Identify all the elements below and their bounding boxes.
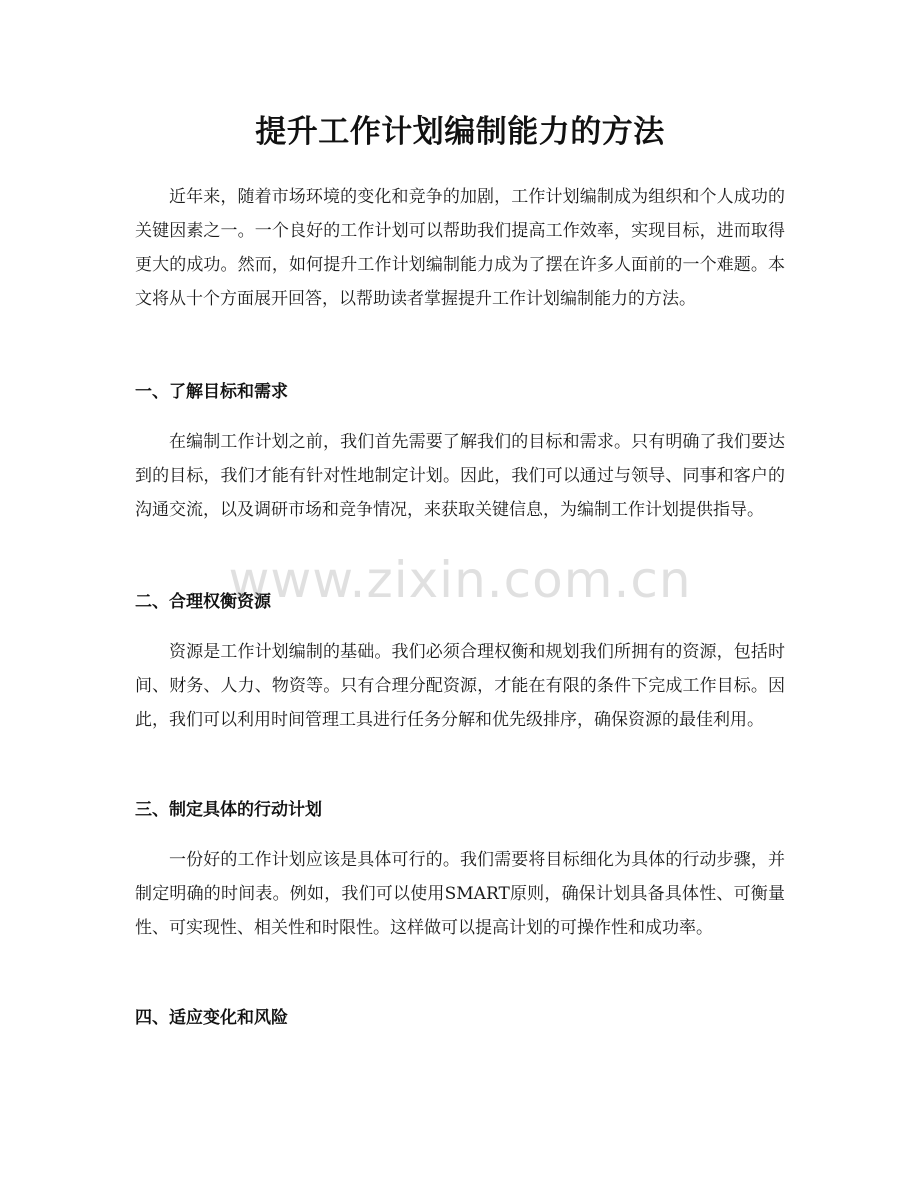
section-body-3: 一份好的工作计划应该是具体可行的。我们需要将目标细化为具体的行动步骤，并制定明确的时间表。例如，我们可以使用SMART原则，确保计划具备具体性、可衡量性、可实现性、相关性和时限性。这样做可以提高计划的可操作性和成功率。 bbox=[135, 850, 785, 938]
document-title: 提升工作计划编制能力的方法 bbox=[255, 114, 665, 150]
watermark: www.zixin.com.cn bbox=[228, 551, 692, 609]
section-heading-2: 二、合理权衡资源 bbox=[135, 592, 271, 612]
section-body-1: 在编制工作计划之前，我们首先需要了解我们的目标和需求。只有明确了我们要达到的目标，我们才能有针对性地制定计划。因此，我们可以通过与领导、同事和客户的沟通交流，以及调研市场和竞争情况，来获取关键信息，为编制工作计划提供指导。 bbox=[135, 432, 785, 520]
section-heading-1: 一、了解目标和需求 bbox=[135, 382, 288, 402]
section-body-2: 资源是工作计划编制的基础。我们必须合理权衡和规划我们所拥有的资源，包括时间、财务、人力、物资等。只有合理分配资源，才能在有限的条件下完成工作目标。因此，我们可以利用时间管理工具进行任务分解和优先级排序，确保资源的最佳利用。 bbox=[135, 642, 785, 730]
section-heading-4: 四、适应变化和风险 bbox=[135, 1008, 288, 1028]
section-heading-3: 三、制定具体的行动计划 bbox=[135, 800, 322, 820]
intro-paragraph: 近年来，随着市场环境的变化和竞争的加剧，工作计划编制成为组织和个人成功的关键因素之一。一个良好的工作计划可以帮助我们提高工作效率，实现目标，进而取得更大的成功。然而，如何提升工作计划编制能力成为了摆在许多人面前的一个难题。本文将从十个方面展开回答，以帮助读者掌握提升工作计划编制能力的方法。 bbox=[135, 187, 785, 309]
